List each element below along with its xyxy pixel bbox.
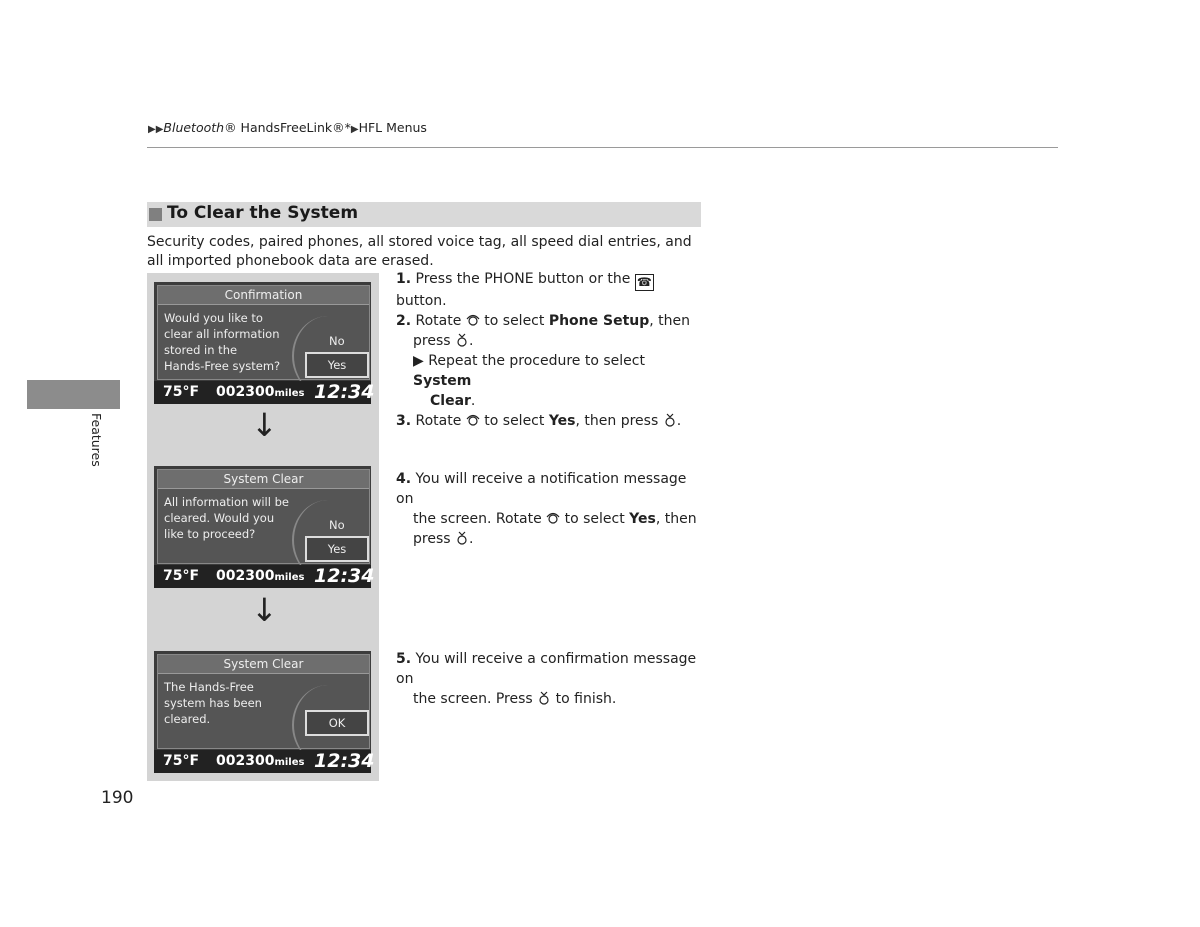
step-2-cont	[396, 331, 706, 351]
page-number: 190	[101, 788, 134, 808]
screen-message-line: cleared. Would you	[164, 511, 275, 525]
step-1	[396, 269, 706, 311]
step-number: 2.	[396, 313, 412, 329]
steps-1-3	[396, 269, 706, 431]
press-knob-icon	[537, 691, 551, 705]
step-text: button.	[396, 293, 447, 309]
screen-confirmation	[154, 282, 375, 404]
step-5-cont	[396, 689, 706, 709]
clock: 12:34	[314, 381, 375, 403]
screen-message-line: stored in the	[164, 343, 238, 357]
step-text: , then	[649, 313, 691, 329]
step-2-sub-cont	[396, 391, 706, 411]
step-bold: Clear	[430, 393, 471, 409]
screen-title: System Clear	[158, 655, 369, 674]
odometer-unit: miles	[274, 757, 305, 768]
step-4-block	[396, 469, 706, 549]
step-number: 5.	[396, 651, 412, 667]
step-number: 3.	[396, 413, 412, 429]
intro-text: Security codes, paired phones, all stored voice tag, all speed dial entries, and all imported phonebook data are erased.	[147, 234, 692, 269]
step-text: to finish.	[555, 691, 617, 707]
odometer-value: 002300	[216, 753, 275, 769]
breadcrumb-arrow-icon: ▶▶	[148, 124, 164, 135]
step-text: , then	[655, 511, 697, 527]
status-bar	[154, 750, 375, 773]
step-text: .	[676, 413, 682, 429]
step-bold: Yes	[629, 511, 656, 527]
step-text: You will receive a confirmation message on	[396, 651, 697, 687]
step-bold: Phone Setup	[548, 313, 650, 329]
step-number: 1.	[396, 271, 412, 287]
step-5	[396, 649, 706, 689]
option-yes: Yes	[305, 352, 369, 378]
section-header	[147, 202, 701, 227]
odometer	[216, 753, 304, 769]
odometer-unit: miles	[274, 572, 305, 583]
screen-message-line: system has been	[164, 696, 262, 710]
phone-icon: ☎	[635, 274, 654, 291]
step-text: to select	[484, 413, 545, 429]
step-text: .	[469, 333, 474, 349]
step-text: to select	[484, 313, 545, 329]
step-text: the screen. Press	[413, 691, 533, 707]
press-knob-icon	[455, 531, 469, 545]
step-2-sub	[396, 351, 706, 391]
screen-title: System Clear	[158, 470, 369, 489]
screen-display	[157, 469, 370, 564]
step-text: press	[413, 531, 451, 547]
step-text: .	[469, 531, 474, 547]
step-bold: Yes	[548, 413, 576, 429]
option-yes: Yes	[305, 536, 369, 562]
screen-message-line: clear all information	[164, 327, 280, 341]
figure-panel	[147, 273, 379, 781]
chapter-label: Features	[89, 413, 104, 467]
step-text: .	[470, 393, 476, 409]
step-text: Press the PHONE button or the	[415, 271, 631, 287]
option-no: No	[329, 518, 345, 532]
down-arrow-icon: ↓	[251, 406, 278, 444]
rotate-knob-icon	[466, 313, 480, 327]
step-text: Rotate	[415, 313, 462, 329]
screen-message-line: Hands-Free system?	[164, 359, 281, 373]
temperature: 75°F	[163, 753, 200, 769]
odometer-unit: miles	[274, 388, 305, 399]
rotate-knob-icon	[546, 511, 560, 525]
press-knob-icon	[663, 413, 677, 427]
section-square-icon	[149, 208, 162, 221]
temperature: 75°F	[163, 568, 200, 584]
breadcrumb	[148, 120, 427, 135]
screen-message-line: All information will be	[164, 495, 289, 509]
step-3	[396, 411, 706, 431]
chapter-tab	[27, 380, 120, 409]
step-number: 4.	[396, 471, 412, 487]
clock: 12:34	[314, 750, 375, 772]
odometer-value: 002300	[216, 384, 275, 400]
screen-message-line: The Hands-Free	[164, 680, 254, 694]
step-text: You will receive a notification message on	[396, 471, 687, 507]
step-text: , then press	[575, 413, 659, 429]
screen-system-clear	[154, 466, 375, 588]
step-4	[396, 469, 706, 509]
step-2	[396, 311, 706, 331]
screen-message-line: Would you like to	[164, 311, 263, 325]
odometer	[216, 568, 304, 584]
step-4-cont	[396, 509, 706, 529]
rotate-knob-icon	[466, 413, 480, 427]
header-divider	[147, 147, 1058, 148]
step-text: the screen. Rotate	[413, 511, 542, 527]
breadcrumb-arrow-icon: ▶	[350, 124, 359, 135]
step-5-block	[396, 649, 706, 709]
press-knob-icon	[455, 333, 469, 347]
screen-message-line: cleared.	[164, 712, 211, 726]
screen-system-cleared	[154, 651, 375, 773]
sub-arrow-icon: ▶	[413, 353, 424, 369]
step-4-cont2	[396, 529, 706, 549]
odometer	[216, 384, 304, 400]
breadcrumb-part-bluetooth: Bluetooth	[163, 120, 225, 135]
screen-message	[164, 494, 294, 542]
step-text: to select	[564, 511, 625, 527]
screen-message	[164, 679, 294, 727]
breadcrumb-part-menus: HFL Menus	[358, 120, 427, 135]
clock: 12:34	[314, 565, 375, 587]
section-title: To Clear the System	[167, 203, 359, 223]
screen-display	[157, 285, 370, 380]
option-ok: OK	[305, 710, 369, 736]
screen-message-line: like to proceed?	[164, 527, 256, 541]
step-text: Repeat the procedure to select	[428, 353, 645, 369]
screen-title: Confirmation	[158, 286, 369, 305]
step-text: Rotate	[415, 413, 462, 429]
step-text: press	[413, 333, 451, 349]
temperature: 75°F	[163, 384, 200, 400]
screen-display	[157, 654, 370, 749]
odometer-value: 002300	[216, 568, 275, 584]
option-no: No	[329, 334, 345, 348]
status-bar	[154, 381, 375, 404]
screen-message	[164, 310, 294, 374]
breadcrumb-part-hfl: ® HandsFreeLink®*	[224, 120, 351, 135]
down-arrow-icon: ↓	[251, 591, 278, 629]
status-bar	[154, 565, 375, 588]
step-bold: System	[413, 373, 472, 389]
